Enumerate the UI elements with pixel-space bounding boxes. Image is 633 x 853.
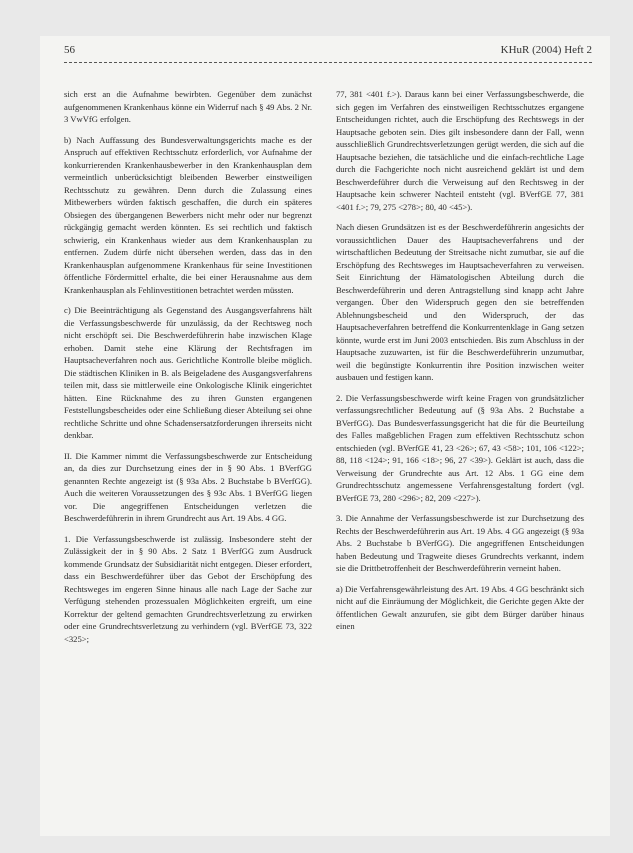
document-page: [40, 36, 610, 836]
header-divider: [64, 62, 592, 63]
journal-citation: KHuR (2004) Heft 2: [500, 44, 592, 56]
paragraph: 1. Die Verfassungsbeschwerde ist zulässig. Insbesondere steht der Zulässigkeit der in § 90 Abs. 2 Satz 1 BVerfGG zum Ausdruck kommende Grundsatz der Subsidiarität nicht entgegen. Dieser erfordert, dass ein Beschwerdeführer über das Gebot der Erschöpfung des Rechtsweges im engeren Sinne hinaus alle nach Lage der Sache zur Verfügung stehenden prozessualen Möglichkeiten ergreift, um eine Korrektur der geltend gemachten Grundrechtsverletzung zu erwirken oder eine Grundrechtsverletzung zu verhindern (vgl. BVerfGE 73, 322 <325>;: [64, 533, 312, 644]
paragraph: II. Die Kammer nimmt die Verfassungsbeschwerde zur Entscheidung an, da dies zur Durchsetzung eines der in § 90 Abs. 1 BVerfGG genannten Rechte angezeigt ist (§ 93a Abs. 2 Buchstabe b BVerfGG). Auch die weiteren Voraussetzungen des § 93c Abs. 1 BVerfGG liegen vor. Die angegriffenen Entscheidungen verletzen die Beschwerdeführerin in ihrem Grundrecht aus Art. 19 Abs. 4 GG.: [64, 450, 312, 523]
running-header: [64, 44, 592, 60]
paragraph: 77, 381 <401 f.>). Daraus kann bei einer Verfassungsbeschwerde, die sich gegen im Verfahren des einstweiligen Rechtsschutzes ergangene Entscheidungen richtet, auch die Erschöpfung des Rechtswegs in der Hauptsache geboten sein. Dies gilt insbesondere dann der Fall, wenn ausschließlich Grundrechtsverletzungen gerügt werden, die sich auf die Hauptsache beziehen, die tatsächliche und die einfach-rechtliche Lage durch die Fachgerichte noch nicht ausreichend geklärt ist und dem Beschwerdeführer durch die Verweisung auf den Rechtsweg in der Hauptsache kein schwerer Nachteil entsteht (vgl. BVerfGE 77, 381 <401 f.>; 79, 275 <278>; 80, 40 <45>).: [336, 89, 584, 212]
right-column: [336, 88, 584, 641]
paragraph: 3. Die Annahme der Verfassungsbeschwerde ist zur Durchsetzung des Rechts der Beschwerdeführerin aus Art. 19 Abs. 4 GG angezeigt (§ 93a Abs. 2 Buchstabe b BVerfGG). Die angegriffenen Entscheidungen haben Bedeutung und Tragweite dieses Grundrechts verkannt, indem sie die Drittbetroffenheit der Beschwerdeführerin verneint haben.: [336, 513, 584, 573]
paragraph: b) Nach Auffassung des Bundesverwaltungsgerichts mache es der Anspruch auf effektiven Rechtsschutz erforderlich, vor Aufnahme der konkurrierenden Krankenhausbewerber in den Krankenhausplan dem vermeintlich unberücksichtigt bleibenden Bewerber einstweiligen Rechtsschutz zu gewähren. Denn durch die Zulassung eines Mitbewerbers würden faktisch geschaffen, die durch ein späteres Obsiegen des übergangenen Bewerbers nicht mehr oder nur begrenzt rückgängig gemacht werden könnten. Es sei rechtlich und faktisch schwierig, ein Krankenhaus wieder aus dem Krankenhausplan zu entfernen. Zudem dürfe nicht übersehen werden, dass das in den Krankenhausplan aufgenommene Krankenhaus für seine Investitionen öffentliche Fördermittel erhalte, die bei einer Herausnahme aus dem Krankenhausplan als Fehlinvestitionen betrachtet werden müssten.: [64, 134, 312, 295]
paragraph: sich erst an die Aufnahme bewirbten. Gegenüber dem zunächst aufgenommenen Krankenhaus könne ein Widerruf nach § 49 Abs. 2 Nr. 3 VwVfG erfolgen.: [64, 89, 312, 124]
paragraph: c) Die Beeinträchtigung als Gegenstand des Ausgangsverfahrens hält die Verfassungsbeschwerde für unzulässig, da der Rechtsweg noch nicht erschöpft sei. Die Beschwerdeführerin habe inzwischen Klage erhoben. Damit stehe eine Klärung der Rechtsfragen im Hauptsacheverfahren noch aus. Gerichtliche Kontrolle bleibe möglich. Die städtischen Kliniken in B. als Beigeladene des Ausgangsverfahrens teilen mit, dass sie mittlerweile eine Onkologische Klinik eingerichtet hätten. Eine Rücknahme des zu ihren Gunsten ergangenen Feststellungsbescheides oder eine Schließung dieser Abteilung sei ohne rechtliche Schritte und ohne Schadensersatzforderungen ihrerseits nicht denkbar.: [64, 305, 312, 440]
left-column: [64, 88, 312, 653]
paragraph: a) Die Verfahrensgewährleistung des Art. 19 Abs. 4 GG beschränkt sich nicht auf die Einräumung der Möglichkeit, die Gerichte gegen Akte der öffentlichen Gewalt anzurufen, sie gibt dem Bürger darüber hinaus einen: [336, 583, 584, 631]
paragraph: Nach diesen Grundsätzen ist es der Beschwerdeführerin angesichts der voraussichtlichen Dauer des Hauptsacheverfahrens und der wirtschaftlichen Bedeutung der Streitsache nicht zumutbar, sie auf die Erschöpfung des Rechtsweges im Hauptsacheverfahren zu verweisen. Seit Einrichtung der Hämatologischen Abteilung durch die Beschwerdeführerin und deren Antragstellung sind knapp acht Jahre vergangen. Über den Widerspruch gegen den sie betreffenden Ablehnungsbescheid und den Widerspruch, der das Hauptsacheverfahren betreffend die Konkurrentenklage in Gang setzen könnte, wurde erst im Juni 2003 entschieden. Bis zum Abschluss in der Hauptsache zuzuwarten, ist für die Beschwerdeführerin unzumutbar, weil die begünstigte Konkurrentin ihre Position inzwischen weiter ausbauen und festigen kann.: [336, 222, 584, 382]
paragraph: 2. Die Verfassungsbeschwerde wirft keine Fragen von grundsätzlicher verfassungsrechtlicher Bedeutung auf (§ 93a Abs. 2 Buchstabe a BVerfGG). Das Bundesverfassungsgericht hat die für die Beurteilung des Falles maßgeblichen Fragen zum effektiven Rechtsschutz schon entschieden (vgl. BVerfGE 41, 23 <26>; 67, 43 <58>; 101, 106 <122>; 88, 118 <124>; 91, 166 <18>; 96, 27 <39>). Geklärt ist auch, dass die Verweisung der Grundrechte aus Art. 12 Abs. 1 GG eine dem Grundrechtsschutz angemessene Verfahrensgestaltung fordert (vgl. BVerfGE 73, 280 <296>; 82, 209 <227>).: [336, 392, 584, 503]
page-number: 56: [64, 44, 75, 56]
